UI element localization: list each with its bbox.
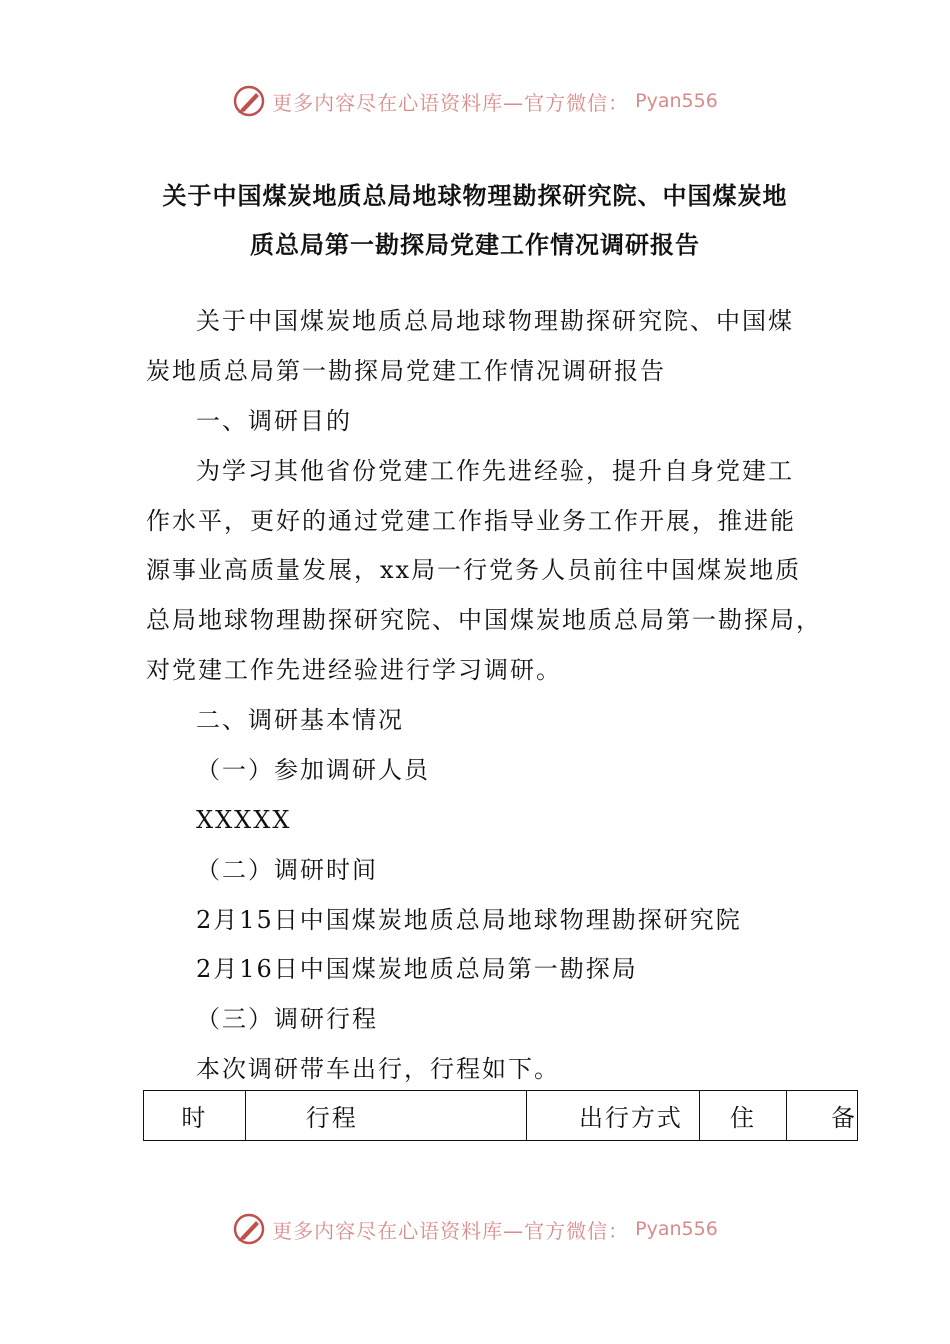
- subsection-2-heading: （二）调研时间: [196, 856, 378, 884]
- itinerary-table: [143, 1090, 858, 1141]
- intro-line-1: 关于中国煤炭地质总局地球物理勘探研究院、中国煤: [196, 307, 794, 335]
- section-1-paragraph-line-5: 对党建工作先进经验进行学习调研。: [146, 656, 562, 684]
- pen-logo-icon: [232, 84, 266, 118]
- watermark-id: Pyan556: [635, 90, 718, 112]
- subsection-3-heading: （三）调研行程: [196, 1005, 378, 1033]
- table-header-cell: 住: [699, 1091, 786, 1141]
- watermark-top: [0, 84, 950, 118]
- section-2-heading: 二、调研基本情况: [196, 706, 404, 734]
- subsection-1-text: XXXXX: [196, 806, 292, 834]
- watermark-id: Pyan556: [635, 1218, 718, 1240]
- table-header-cell: 出行方式: [527, 1091, 700, 1141]
- table-header-cell: 行程: [245, 1091, 526, 1141]
- pen-logo-icon: [232, 1212, 266, 1246]
- table-header-row: [144, 1091, 858, 1141]
- section-1-paragraph-line-4: 总局地球物理勘探研究院、中国煤炭地质总局第一勘探局，: [146, 606, 822, 634]
- section-1-paragraph-line-1: 为学习其他省份党建工作先进经验，提升自身党建工: [196, 457, 794, 485]
- subsection-1-heading: （一）参加调研人员: [196, 756, 430, 784]
- intro-line-2: 炭地质总局第一勘探局党建工作情况调研报告: [146, 357, 666, 385]
- subsection-2-date-2: 2月16日中国煤炭地质总局第一勘探局: [196, 955, 638, 983]
- subsection-2-date-1: 2月15日中国煤炭地质总局地球物理勘探研究院: [196, 906, 742, 934]
- section-1-paragraph-line-3: 源事业高质量发展，xx局一行党务人员前往中国煤炭地质: [146, 556, 802, 584]
- subsection-3-text: 本次调研带车出行，行程如下。: [196, 1055, 560, 1083]
- document-title-line-1: 关于中国煤炭地质总局地球物理勘探研究院、中国煤炭地: [162, 182, 788, 210]
- section-1-paragraph-line-2: 作水平，更好的通过党建工作指导业务工作开展，推进能: [146, 507, 796, 535]
- watermark-text: 更多内容尽在心语资料库—官方微信：: [272, 90, 630, 115]
- section-1-heading: 一、调研目的: [196, 407, 352, 435]
- watermark-bottom: [0, 1212, 950, 1246]
- table-header-cell: 时: [144, 1091, 246, 1141]
- table-header-cell: 备: [787, 1091, 858, 1141]
- document-title-line-2: 质总局第一勘探局党建工作情况调研报告: [250, 231, 700, 259]
- watermark-text: 更多内容尽在心语资料库—官方微信：: [272, 1218, 630, 1243]
